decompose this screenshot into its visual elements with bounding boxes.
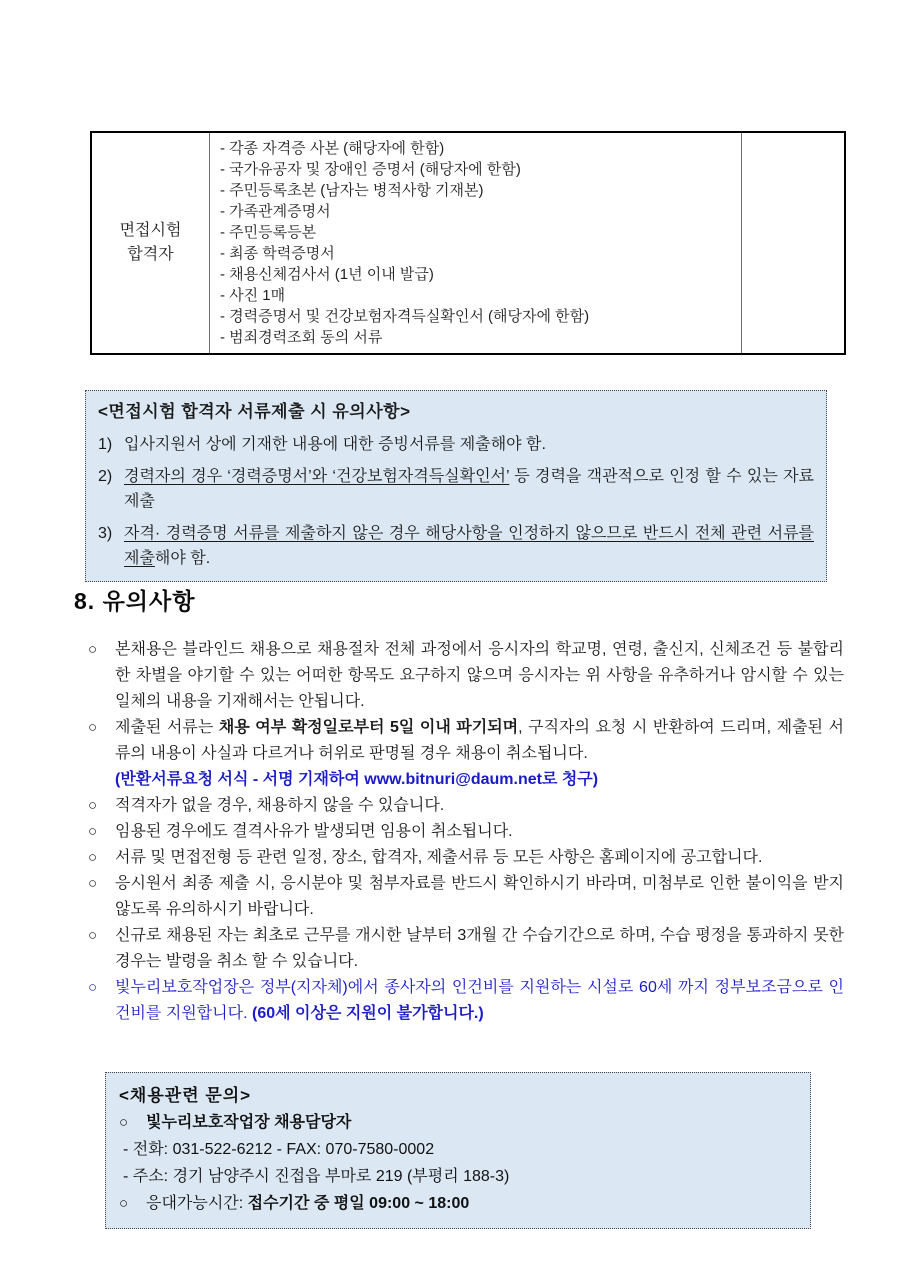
- circle-bullet-icon: ○: [88, 875, 98, 892]
- hours-label: 응대가능시간:: [146, 1195, 248, 1212]
- note-final-submission: [88, 871, 844, 923]
- table-row: [91, 132, 845, 354]
- notice-item-text: 입사지원서 상에 기재한 내용에 대한 증빙서류를 제출해야 함.: [124, 436, 546, 453]
- underlined-text: 자격· 경력증명 서류를 제출하지 않은 경우 해당사항을 인정하지 않으므로 반드시 전체 관련 서류를 제출: [124, 525, 814, 567]
- bold-text: (60세 이상은 지원이 불가합니다.): [251, 1005, 484, 1022]
- note-appointment-cancel: [88, 819, 844, 845]
- notice-item-3: [98, 521, 814, 571]
- notice-item-number: 2): [98, 468, 113, 485]
- note-text: 임용된 경우에도 결격사유가 발생되면 임용이 취소됩니다.: [115, 823, 513, 840]
- note-text: 신규로 채용된 자는 최초로 근무를 개시한 날부터 3개월 간 수습기간으로 하며, 수습 평정을 통과하지 못한 경우는 발령을 취소 할 수 있습니다.: [115, 927, 844, 970]
- note-text: 응시원서 최종 제출 시, 응시분야 및 첨부자료를 반드시 확인하시기 바라며, 미첨부로 인한 불이익을 받지 않도록 유의하시기 바랍니다.: [115, 875, 844, 918]
- plain-text: , 구직자의 요청 시 반환하여 드리며, 제출된 서류의 내용이 사실과 다르거나 허위로 판명될 경우 채용이 취소됩니다.: [115, 719, 844, 762]
- document-item: - 주민등록초본 (남자는 병적사항 기재본): [220, 182, 484, 199]
- circle-bullet-icon: ○: [88, 823, 98, 840]
- required-documents-table: [90, 131, 846, 355]
- notice-box-title: <면접시험 합격자 서류제출 시 유의사항>: [98, 402, 411, 421]
- note-subsidy: [88, 975, 844, 1027]
- document-item: - 사진 1매: [220, 287, 286, 304]
- row-label-line1: 면접시험: [119, 222, 182, 239]
- notice-item-number: 3): [98, 525, 113, 542]
- note-homepage-announce: [88, 845, 844, 871]
- row-label-line2: 합격자: [127, 246, 174, 263]
- return-request-note: (반환서류요청 서식 - 서명 기재하여 www.bitnuri@daum.net로 청구): [115, 771, 599, 788]
- circle-bullet-icon: ○: [88, 849, 98, 866]
- notice-item-text: [124, 521, 814, 571]
- contact-box-title: <채용관련 문의>: [119, 1086, 252, 1105]
- notice-item-number: 1): [98, 436, 113, 453]
- document-item: - 최종 학력증명서: [220, 245, 335, 262]
- notice-item-text: [124, 464, 814, 514]
- circle-bullet-icon: ○: [119, 1114, 129, 1131]
- plain-text: 빛누리보호작업장은 정부(지자체)에서 종사자의 인건비를 지원하는 시설로 60세 까지 정부보조금으로 인건비를 지원합니다.: [115, 979, 844, 1022]
- document-item: - 범죄경력조회 동의 서류: [220, 329, 383, 346]
- note-no-qualified: [88, 793, 844, 819]
- contact-phone-line: - 전화: 031-522-6212 - FAX: 070-7580-0002: [123, 1141, 435, 1158]
- note-text: 서류 및 면접전형 등 관련 일정, 장소, 합격자, 제출서류 등 모든 사항은 홈페이지에 공고합니다.: [115, 849, 763, 866]
- note-blind-hiring: [88, 637, 844, 715]
- note-text: 본채용은 블라인드 채용으로 채용절차 전체 과정에서 응시자의 학교명, 연령, 출신지, 신체조건 등 불합리한 차별을 야기할 수 있는 어떠한 항목도 요구하지 않으며 응시자는 위 사항을 유추하거나 암시할 수 있는 일체의 내용을 기재해서는 안됩니다.: [115, 641, 844, 710]
- document-item: - 주민등록등본: [220, 224, 317, 241]
- contact-manager-line: [119, 1109, 797, 1136]
- circle-bullet-icon: ○: [119, 1195, 129, 1212]
- notice-item-2: [98, 464, 814, 514]
- empty-cell: [742, 132, 846, 354]
- note-document-disposal: [88, 715, 844, 793]
- note-probation: [88, 923, 844, 975]
- row-header-cell: [91, 132, 210, 354]
- manager-label: 빛누리보호작업장 채용담당자: [146, 1114, 352, 1131]
- contact-hours-line: [119, 1190, 797, 1217]
- plain-text: 제출된 서류는: [115, 719, 219, 736]
- document-item: - 각종 자격증 사본 (해당자에 한함): [220, 140, 445, 157]
- circle-bullet-icon: ○: [88, 719, 98, 736]
- contact-box: [105, 1072, 811, 1229]
- plain-text: 해야 함.: [154, 550, 211, 567]
- bold-text: 채용 여부 확정일로부터 5일 이내 파기되며: [218, 719, 519, 736]
- circle-bullet-icon: ○: [88, 979, 98, 996]
- circle-bullet-icon: ○: [88, 641, 98, 658]
- section-heading: 8. 유의사항: [74, 588, 196, 614]
- notes-list: [88, 637, 844, 1027]
- notice-item-1: [98, 432, 814, 457]
- submission-notice-box: [85, 390, 827, 582]
- circle-bullet-icon: ○: [88, 797, 98, 814]
- document-item: - 국가유공자 및 장애인 증명서 (해당자에 한함): [220, 161, 521, 178]
- circle-bullet-icon: ○: [88, 927, 98, 944]
- note-text: 적격자가 없을 경우, 채용하지 않을 수 있습니다.: [115, 797, 445, 814]
- underlined-text: 경력자의 경우 ‘경력증명서’와 ‘건강보험자격득실확인서’: [124, 468, 510, 485]
- document-item: - 채용신체검사서 (1년 이내 발급): [220, 266, 434, 283]
- document-item: - 가족관계증명서: [220, 203, 331, 220]
- hours-value: 접수기간 중 평일 09:00 ~ 18:00: [247, 1195, 470, 1212]
- note-text: [115, 975, 844, 1027]
- document-item: - 경력증명서 및 건강보험자격득실확인서 (해당자에 한함): [220, 308, 590, 325]
- plain-text: 등 경력을 객관적으로 인정 할 수 있는 자료 제출: [124, 468, 814, 510]
- note-text: [115, 715, 844, 793]
- documents-list-cell: [210, 132, 742, 354]
- contact-address-line: - 주소: 경기 남양주시 진접읍 부마로 219 (부평리 188-3): [123, 1168, 510, 1185]
